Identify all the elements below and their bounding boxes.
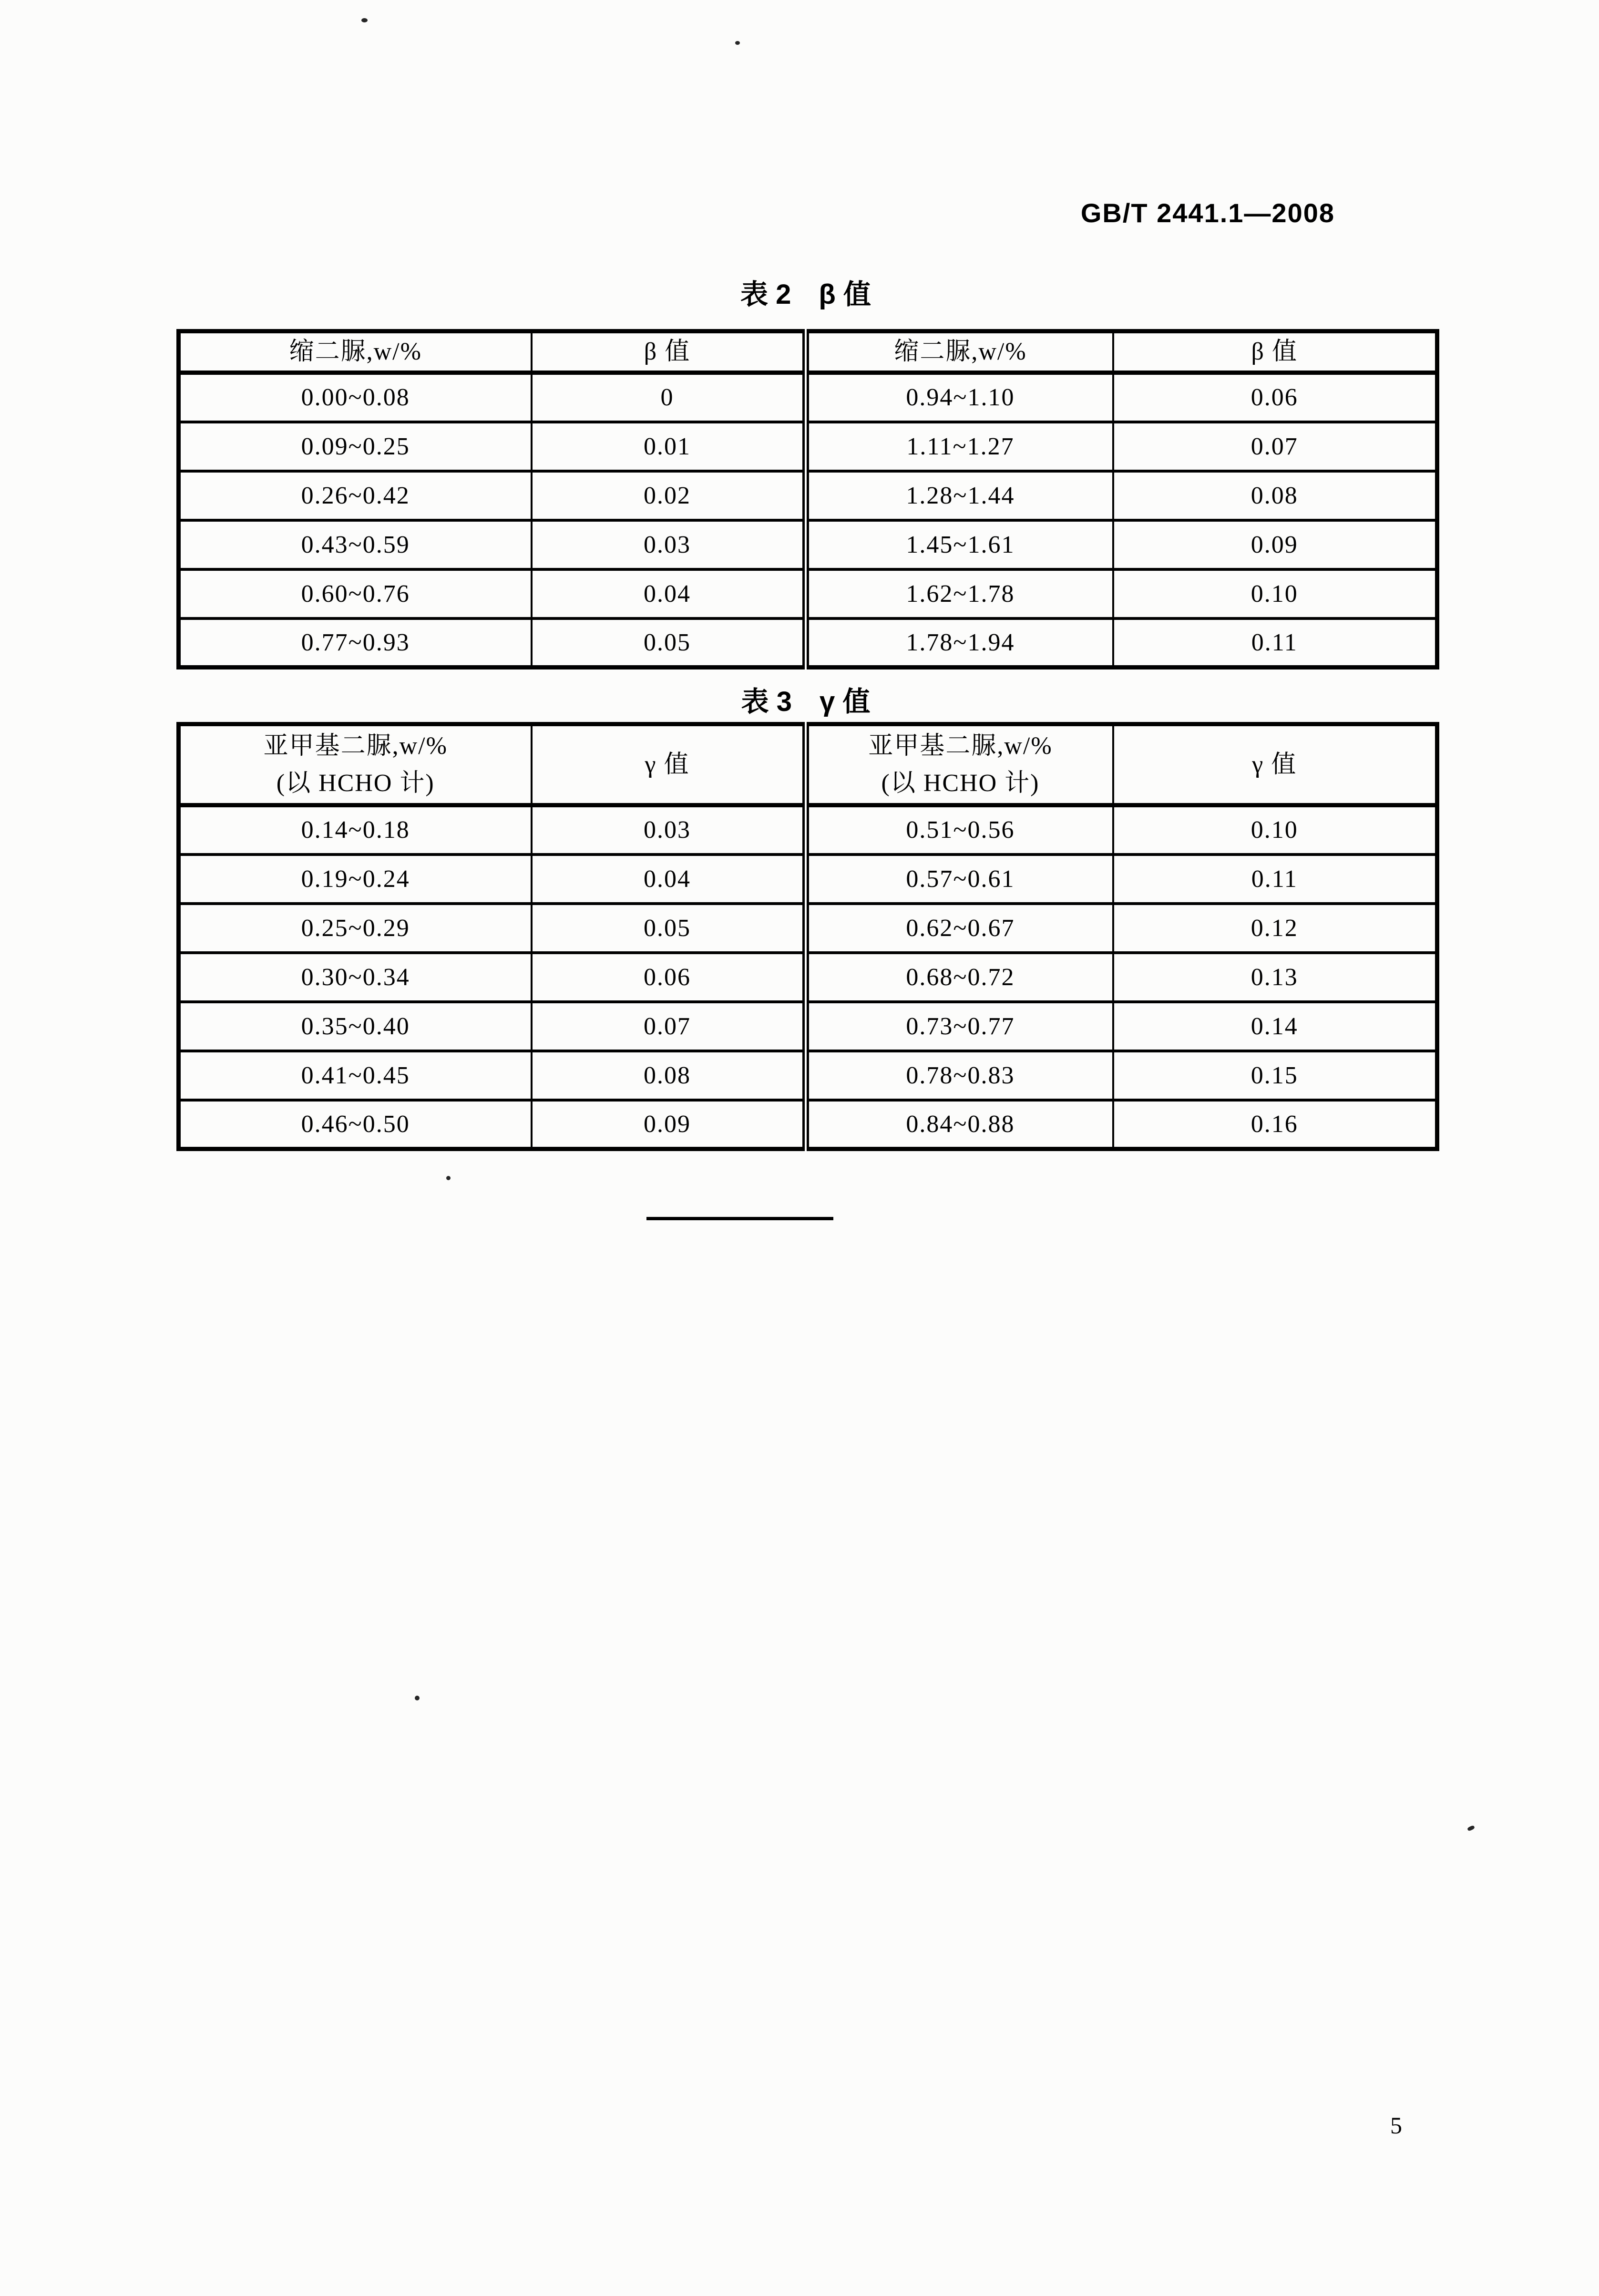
standard-number: GB/T 2441.1—2008 [1080,198,1335,228]
value-cell: 0.04 [532,855,806,904]
gamma-value-table [176,722,1439,1151]
table-row [179,805,1437,855]
value-cell: 0.09 [1113,520,1437,569]
beta-value-table [176,329,1439,669]
range-cell: 0.77~0.93 [179,618,532,668]
range-cell: 0.14~0.18 [179,805,532,855]
value-cell: 0.07 [532,1002,806,1051]
range-cell: 0.68~0.72 [806,953,1113,1002]
table2-caption [176,272,1435,312]
range-cell: 0.73~0.77 [806,1002,1113,1051]
table-header-row [179,724,1437,805]
table3-caption [176,679,1435,719]
range-cell: 0.25~0.29 [179,904,532,953]
column-header-cell: 缩二脲,w/% [179,331,532,373]
range-cell: 1.62~1.78 [806,569,1113,618]
column-header-cell: 缩二脲,w/% [806,331,1113,373]
value-cell: 0.03 [532,520,806,569]
value-cell: 0.05 [532,904,806,953]
value-cell: 0.16 [1113,1100,1437,1149]
value-cell: 0.07 [1113,422,1437,471]
value-cell: 0.10 [1113,805,1437,855]
value-cell: 0.05 [532,618,806,668]
value-cell: 0.11 [1113,855,1437,904]
page-number: 5 [1390,2112,1402,2139]
value-cell: 0.06 [532,953,806,1002]
scan-artifact [735,41,740,45]
range-cell: 1.45~1.61 [806,520,1113,569]
range-cell: 0.00~0.08 [179,373,532,422]
table-row [179,1002,1437,1051]
value-cell: 0.08 [1113,471,1437,520]
column-header-cell: γ 值 [532,724,806,805]
value-cell: 0.01 [532,422,806,471]
end-of-text-divider [646,1217,833,1220]
column-header-cell: β 值 [1113,331,1437,373]
scan-artifact [1467,1825,1475,1832]
table-row [179,904,1437,953]
scan-artifact [415,1696,420,1700]
range-cell: 1.11~1.27 [806,422,1113,471]
column-header-cell: γ 值 [1113,724,1437,805]
value-cell: 0.14 [1113,1002,1437,1051]
range-cell: 1.78~1.94 [806,618,1113,668]
column-header-cell: β 值 [532,331,806,373]
value-cell: 0.09 [532,1100,806,1149]
range-cell: 0.30~0.34 [179,953,532,1002]
value-cell: 0.08 [532,1051,806,1100]
range-cell: 0.84~0.88 [806,1100,1113,1149]
value-cell: 0.12 [1113,904,1437,953]
table-header-row [179,331,1437,373]
table-row [179,618,1437,668]
range-cell: 0.43~0.59 [179,520,532,569]
table3-caption-title: γ 值 [820,686,871,717]
table-row [179,471,1437,520]
range-cell: 0.60~0.76 [179,569,532,618]
table-row [179,422,1437,471]
value-cell: 0.04 [532,569,806,618]
table-row [179,373,1437,422]
table2-caption-label: 表 2 [740,279,791,310]
range-cell: 1.28~1.44 [806,471,1113,520]
range-cell: 0.51~0.56 [806,805,1113,855]
value-cell: 0.11 [1113,618,1437,668]
column-header-cell: 亚甲基二脲,w/% (以 HCHO 计) [179,724,532,805]
value-cell: 0.03 [532,805,806,855]
table2-caption-title: β 值 [819,279,871,310]
scan-artifact [446,1176,451,1180]
table-row [179,855,1437,904]
range-cell: 0.09~0.25 [179,422,532,471]
table-row [179,569,1437,618]
range-cell: 0.57~0.61 [806,855,1113,904]
value-cell: 0.13 [1113,953,1437,1002]
table3-caption-label: 表 3 [741,686,792,717]
range-cell: 0.78~0.83 [806,1051,1113,1100]
table-row [179,1100,1437,1149]
range-cell: 0.35~0.40 [179,1002,532,1051]
range-cell: 0.46~0.50 [179,1100,532,1149]
value-cell: 0 [532,373,806,422]
column-header-cell: 亚甲基二脲,w/% (以 HCHO 计) [806,724,1113,805]
value-cell: 0.10 [1113,569,1437,618]
value-cell: 0.06 [1113,373,1437,422]
value-cell: 0.02 [532,471,806,520]
scan-artifact [361,18,368,22]
range-cell: 0.62~0.67 [806,904,1113,953]
range-cell: 0.94~1.10 [806,373,1113,422]
range-cell: 0.19~0.24 [179,855,532,904]
range-cell: 0.26~0.42 [179,471,532,520]
value-cell: 0.15 [1113,1051,1437,1100]
table-row [179,953,1437,1002]
table-row [179,520,1437,569]
range-cell: 0.41~0.45 [179,1051,532,1100]
table-row [179,1051,1437,1100]
